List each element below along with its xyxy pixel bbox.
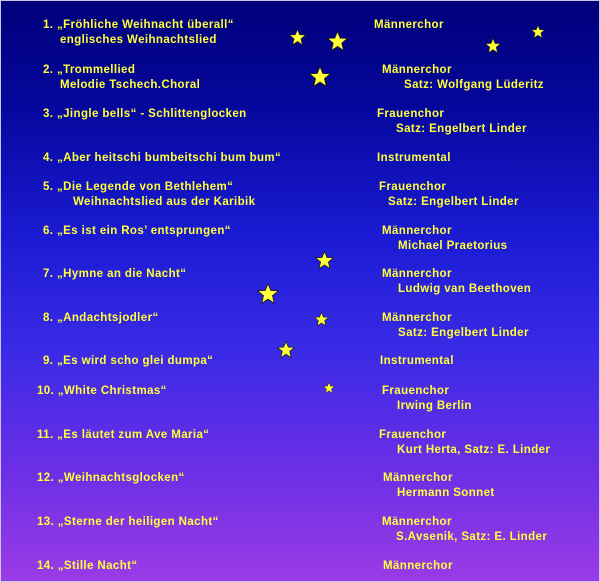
song-title: 8. „Andachtsjodler“	[43, 312, 159, 324]
program-item-12	[37, 471, 185, 486]
song-title: 7. „Hymne an die Nacht“	[43, 268, 187, 280]
performer-6	[382, 224, 507, 254]
performer-11	[379, 428, 550, 458]
song-title: 13. „Sterne der heiligen Nacht“	[37, 516, 219, 528]
star-icon	[327, 31, 348, 52]
arrangement: Satz: Wolfgang Lüderitz	[404, 79, 544, 91]
program-item-1	[43, 18, 234, 48]
performer-name: Frauenchor	[377, 108, 445, 120]
song-title: 14. „Stille Nacht“	[37, 560, 138, 572]
star-icon	[289, 29, 306, 46]
performer-14	[383, 559, 453, 574]
song-title: 1. „Fröhliche Weihnacht überall“	[43, 19, 234, 31]
program-item-8	[43, 311, 159, 326]
performer-name: Männerchor	[374, 19, 444, 31]
program-item-6	[43, 224, 231, 239]
performer-1	[374, 18, 444, 33]
performer-name: Frauenchor	[382, 385, 450, 397]
composer: Ludwig van Beethoven	[398, 283, 532, 295]
performer-7	[382, 267, 531, 297]
performer-9	[380, 354, 454, 369]
program-item-14	[37, 559, 138, 574]
song-title: 6. „Es ist ein Ros’ entsprungen“	[43, 225, 231, 237]
program-item-13	[37, 515, 219, 530]
song-subtitle: Melodie Tschech.Choral	[60, 79, 201, 91]
performer-13	[382, 515, 547, 545]
performer-10	[382, 384, 472, 414]
performer-5	[379, 180, 519, 210]
song-title: 4. „Aber heitschi bumbeitschi bum bum“	[43, 152, 282, 164]
performer-name: Frauenchor	[379, 181, 447, 193]
song-title: 12. „Weihnachtsglocken“	[37, 472, 185, 484]
composer: Irwing Berlin	[397, 400, 472, 412]
program-item-11	[37, 428, 209, 443]
program-item-3	[43, 107, 247, 122]
performer-name: Männerchor	[382, 268, 452, 280]
program-item-4	[43, 151, 281, 166]
star-icon	[485, 38, 501, 54]
performer-name: Männerchor	[383, 560, 453, 572]
program-item-7	[43, 267, 186, 282]
performer-name: Frauenchor	[379, 429, 447, 441]
program-item-9	[43, 354, 213, 369]
performer-name: Männerchor	[382, 64, 452, 76]
star-icon	[531, 25, 545, 39]
song-title: 2. „Trommellied	[43, 64, 136, 76]
performer-2	[382, 63, 544, 93]
star-icon	[257, 283, 279, 305]
song-title: 5. „Die Legende von Bethlehem“	[43, 181, 234, 193]
arrangement: Satz: Engelbert Linder	[398, 327, 529, 339]
star-icon	[315, 251, 334, 270]
composer: Kurt Herta, Satz: E. Linder	[397, 444, 551, 456]
arrangement: Satz: Engelbert Linder	[388, 196, 519, 208]
performer-3	[377, 107, 527, 137]
performer-4	[377, 151, 451, 166]
performer-name: Männerchor	[382, 312, 452, 324]
composer: S.Avsenik, Satz: E. Linder	[396, 531, 548, 543]
program-item-2	[43, 63, 200, 93]
arrangement: Satz: Engelbert Linder	[396, 123, 527, 135]
composer: Michael Praetorius	[398, 240, 508, 252]
star-icon	[277, 341, 295, 359]
performer-name: Instrumental	[380, 355, 454, 367]
program-item-5	[43, 180, 255, 210]
performer-name: Instrumental	[377, 152, 451, 164]
performer-name: Männerchor	[382, 225, 452, 237]
performer-name: Männerchor	[383, 472, 453, 484]
song-title: 11. „Es läutet zum Ave Maria“	[37, 429, 210, 441]
composer: Hermann Sonnet	[397, 487, 495, 499]
star-icon	[314, 312, 329, 327]
star-icon	[323, 382, 335, 394]
performer-8	[382, 311, 529, 341]
song-title: 10. „White Christmas“	[37, 385, 167, 397]
song-title: 3. „Jingle bells“ - Schlittenglocken	[43, 108, 247, 120]
song-subtitle: englisches Weihnachtslied	[60, 34, 217, 46]
star-icon	[309, 66, 331, 88]
song-title: 9. „Es wird scho glei dumpa“	[43, 355, 214, 367]
song-subtitle: Weihnachtslied aus der Karibik	[73, 196, 256, 208]
performer-12	[383, 471, 495, 501]
performer-name: Männerchor	[382, 516, 452, 528]
program-item-10	[37, 384, 167, 399]
